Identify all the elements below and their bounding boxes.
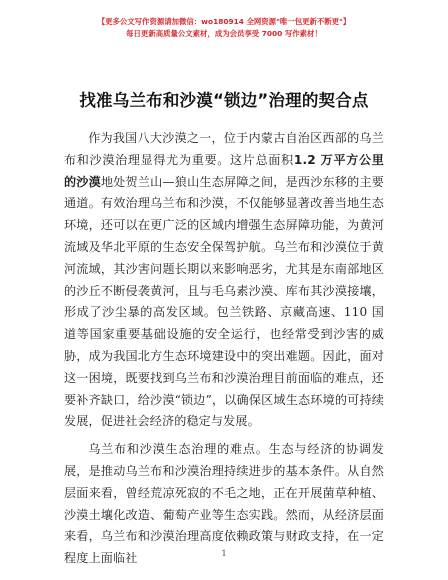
paragraph-1-highlight: 1.2 万平方公里的沙漠 xyxy=(64,152,385,189)
page-number: 1 xyxy=(221,549,227,558)
paragraph-1 xyxy=(64,128,384,433)
document-title: 找准乌兰布和沙漠“锁边”治理的契合点 xyxy=(79,91,369,110)
paragraph-2-text: 乌兰布和沙漠生态治理的难点。生态与经济的协调发展，是推动乌兰布和沙漠治理持续进步的基本条件。从自然层面来看，曾经荒凉死寂的不毛之地，正在开展菌草种植、沙漠土壤化改造、葡萄产业等生态实践。然而，从经济层面来看，乌兰布和沙漠治理高度依赖政策与财政支持，在一定程度上面临社 xyxy=(64,442,384,566)
paragraph-1-text-before: 作为我国八大沙漠之一，位于内蒙古自治区西部的乌兰布和沙漠治理显得尤为重要。这片总面积 xyxy=(64,131,384,167)
paragraph-1-text-after: 地处贺兰山—狼山生态屏障之间，是西沙东移的主要通道。有效治理乌兰布和沙漠，不仅能够显著改善当地生态环境，还可以在更广泛的区域内增强生态屏障功能，为黄河流域及华北平原的生态安全保驾护航。乌兰布和沙漠位于黄河流域，其沙害问题长期以来影响恶劣，尤其是东南部地区的沙丘不断侵袭黄河，且与毛乌素沙漠、库布其沙漠接壤，形成了沙尘暴的高发区域。包兰铁路、京藏高速、110 国道等国家重要基础设施的安全运行，也经常受到沙害的威胁，成为我国北方生态环境建设中的突出难题。因此，面对这一困境，既要找到乌兰布和沙漠治理目前面临的难点，还要补齐缺口，给沙漠“锁边”，以确保区域生态环境的可持续发展，促进社会经济的稳定与发展。 xyxy=(64,174,385,429)
header-banner xyxy=(0,16,448,40)
document-body xyxy=(64,128,384,576)
banner-line-1: 【更多公文写作资源请加微信：wo180914 全网资源"唯一包更新不断更"】 xyxy=(97,17,351,26)
banner-line-2: 每日更新高质量公文素材，成为会员享受 7000 写作素材！ xyxy=(126,29,322,38)
